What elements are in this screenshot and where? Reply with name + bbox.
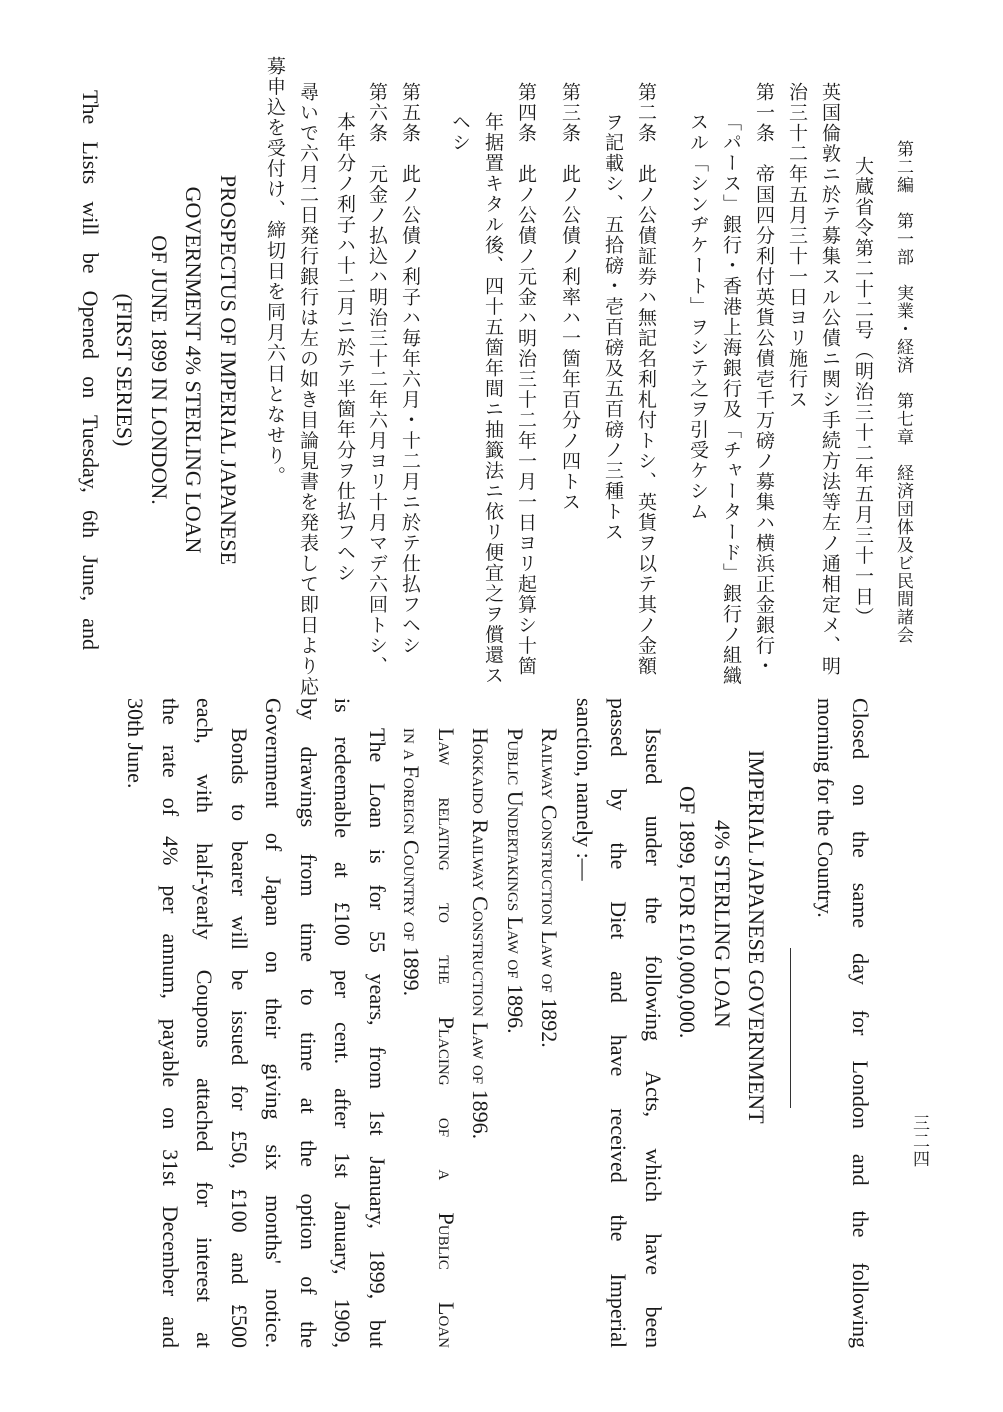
act-title: Hokkaido Railway Construction Law of 1896. (468, 728, 494, 1140)
acts-text-line: Issued under the following Acts, which have been (641, 728, 666, 1348)
article-1-line: スル「シンヂケート」ヲシテ之ヲ引受ケシム (687, 112, 709, 522)
act-title: Public Undertakings Law of 1896. (503, 728, 528, 1034)
prospectus-title-line: GOVERNMENT 4% STERLING LOAN (181, 186, 207, 554)
note-line: 尋いで六月二日発行銀行は左の如き目論見書を発表して即日より応 (297, 82, 319, 697)
prospectus-series: (FIRST SERIES) (112, 293, 138, 447)
ordinance-title: 大蔵省令第二十二号（明治三十二年五月三十一日） (852, 156, 874, 628)
prospectus-body-block (118, 698, 877, 1348)
article-4-line: 年据置キタル後、四十五箇年間ニ抽籤法ニ依リ便宜之ヲ償還ス (482, 112, 504, 686)
page-number: 三二四 (909, 1114, 929, 1168)
intro-line: 英国倫敦ニ於テ募集スル公債ニ関シ手続方法等左ノ通相定メ、明 (819, 82, 841, 677)
loan-text-line: is redeemable at £100 per cent. after 1st January, 1909, (330, 698, 356, 1348)
article-6-line: 本年分ノ利子ハ十二月ニ於テ半箇年分ヲ仕払フヘシ (334, 112, 356, 584)
loan-text-line: by drawings from time to time at the option of the (296, 698, 321, 1348)
bonds-text-line: the rate of 4% per annum, payable on 31st December and (158, 698, 183, 1348)
loan-heading: OF 1899, FOR £10,000,000. (675, 786, 701, 1039)
prospectus-title-line: OF JUNE 1899 IN LONDON. (147, 235, 172, 505)
loan-text-line: Government of Japan on their giving six months' notice. (261, 698, 287, 1348)
article-4-line: 第四条 此ノ公債ノ元金ハ明治三十二年一月一日ヨリ起算シ十箇 (515, 82, 537, 677)
prospectus-text-line: Closed on the same day for London and the following (848, 698, 873, 1348)
loan-heading: 4% STERLING LOAN (710, 820, 735, 1028)
prospectus-text-line: The Lists will be Opened on Tuesday, 6th June, and (78, 90, 103, 650)
bonds-text-line: each, with half-yearly Coupons attached for interest at (192, 698, 218, 1348)
article-3-line: 第三条 此ノ公債ノ利率ハ一箇年百分ノ四トス (559, 82, 581, 513)
article-5-line: 第五条 此ノ公債ノ利子ハ毎年六月・十二月ニ於テ仕払フヘシ (399, 82, 421, 656)
loan-heading: IMPERIAL JAPANESE GOVERNMENT (744, 750, 770, 1124)
bonds-text-line: Bonds to bearer will be issued for £50, £100 and £500 (227, 728, 252, 1348)
acts-text-line: sanction, namely :— (572, 698, 597, 881)
prospectus-text-line: morning for the Country. (813, 698, 839, 918)
intro-line: 治三十二年五月三十一日ヨリ施行ス (786, 82, 808, 410)
article-2-line: 第二条 此ノ公債証券ハ無記名利札付トシ、英貨ヲ以テ其ノ金額 (635, 82, 657, 677)
article-6-line: 第六条 元金ノ払込ハ明治三十二年六月ヨリ十月マデ六回トシ、 (366, 82, 388, 677)
act-title: Law relating to the Placing of a Public Loan (434, 728, 459, 1348)
running-header: 第二編 第一部 実業・経済 第七章 経済団体及ビ民間諸会 (893, 140, 913, 644)
article-1-line: 「パース」銀行・香港上海銀行及「チャータード」銀行ノ組織 (720, 112, 742, 686)
article-1-line: 第一条 帝国四分利付英貨公債壱千万磅ノ募集ハ横浜正金銀行・ (753, 82, 775, 677)
act-title: in a Foreign Country of 1899. (399, 728, 425, 997)
bonds-text-line: 30th June. (123, 698, 149, 789)
note-line: 募申込を受付け、締切日を同月六日となせり。 (264, 56, 286, 487)
article-4-line: ヘシ (449, 112, 471, 153)
loan-text-line: The Loan is for 55 years, from 1st January, 1899, but (365, 728, 390, 1348)
acts-text-line: passed by the Diet and have received the Imperial (606, 698, 632, 1348)
act-title: Railway Construction Law of 1892. (537, 728, 563, 1048)
article-2-line: ヲ記載シ、五拾磅・壱百磅及五百磅ノ三種トス (602, 112, 624, 543)
divider-rule (774, 698, 809, 1348)
prospectus-title-line: PROSPECTUS OF IMPERIAL JAPANESE (216, 174, 241, 566)
prospectus-title-block (73, 90, 246, 650)
